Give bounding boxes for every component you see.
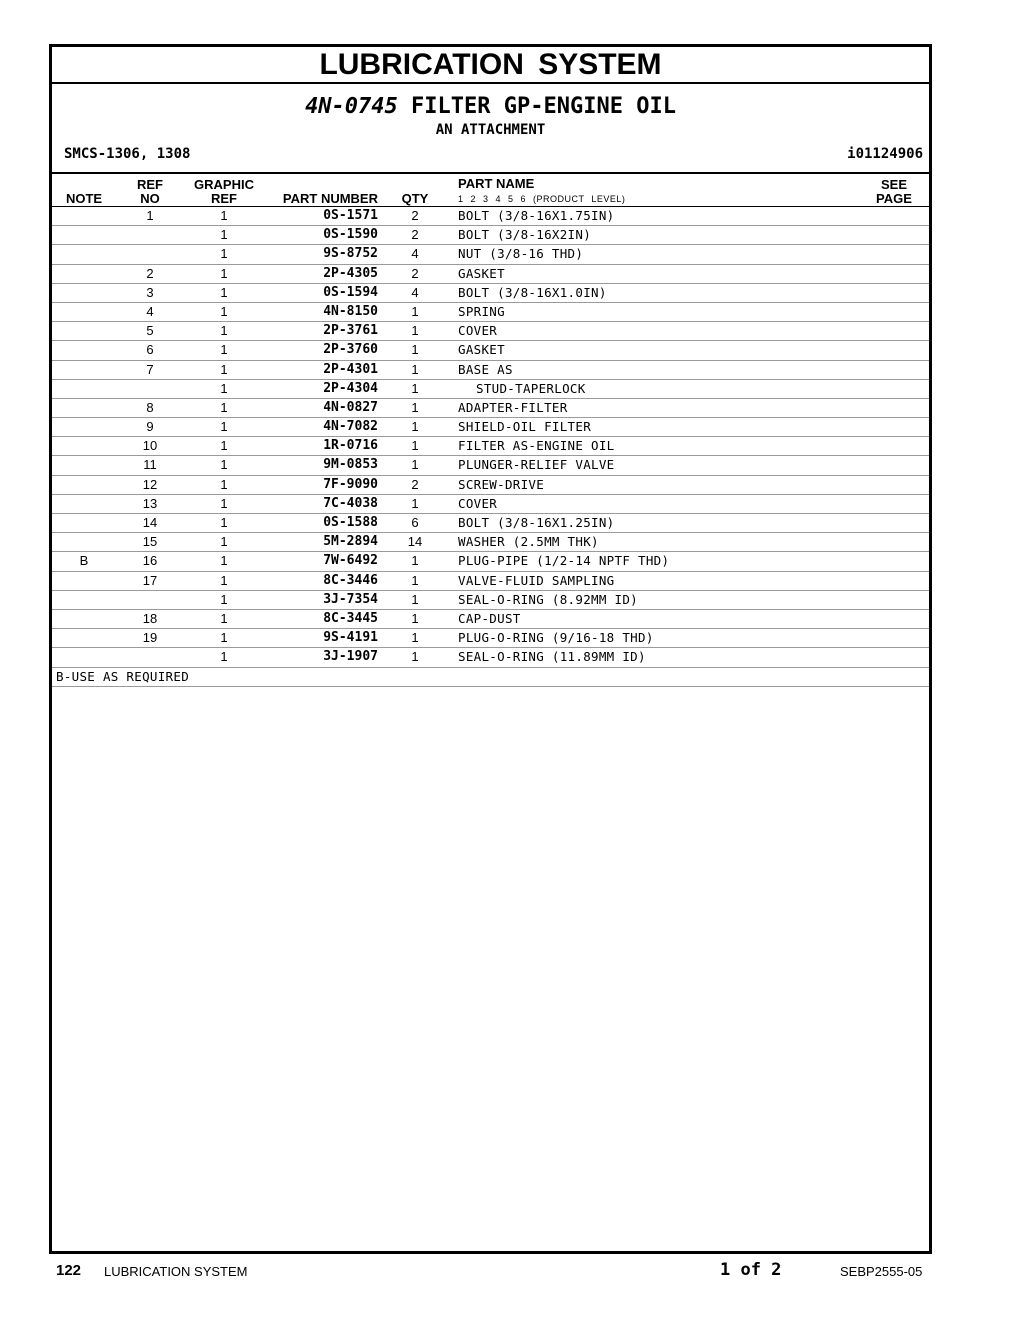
col-ref-top: REF (137, 177, 163, 192)
row-qty: 2 (411, 265, 419, 281)
row-qty: 1 (411, 610, 419, 626)
row-part-number: 9S-4191 (323, 630, 378, 646)
row-qty: 1 (411, 591, 419, 607)
table-row (52, 322, 929, 341)
row-part-number: 2P-4301 (323, 361, 378, 377)
row-ref-no: 11 (143, 457, 157, 473)
row-part-number: 2P-3760 (323, 342, 378, 358)
row-graphic-ref: 1 (220, 476, 228, 492)
row-part-number: 2P-4304 (323, 380, 378, 396)
column-header (52, 174, 929, 207)
row-part-name: STUD-TAPERLOCK (476, 380, 586, 396)
col-see-top: SEE (880, 177, 907, 192)
row-note: B (79, 553, 89, 569)
row-part-number: 4N-8150 (323, 303, 378, 319)
col-ref-bottom: NO (140, 191, 160, 206)
table-row (52, 629, 929, 648)
row-graphic-ref: 1 (220, 457, 228, 473)
table-row (52, 245, 929, 264)
row-part-name: ADAPTER-FILTER (458, 399, 568, 415)
row-part-name: GASKET (458, 265, 505, 281)
group-subtitle: AN ATTACHMENT (435, 122, 546, 138)
table-row (52, 552, 929, 571)
page-footer (0, 1260, 1020, 1284)
row-ref-no: 6 (146, 342, 154, 358)
row-part-name: CAP-DUST (458, 610, 521, 626)
row-graphic-ref: 1 (220, 284, 228, 300)
col-graphic-top: GRAPHIC (194, 177, 254, 192)
row-graphic-ref: 1 (220, 610, 228, 626)
row-ref-no: 17 (142, 572, 158, 588)
row-part-number: 9M-0853 (323, 457, 378, 473)
row-part-number: 4N-7082 (323, 419, 378, 435)
row-part-number: 0S-1571 (323, 208, 378, 223)
row-ref-no: 13 (142, 495, 158, 511)
row-part-name: WASHER (2.5MM THK) (458, 534, 599, 550)
row-part-number: 7F-9090 (323, 476, 378, 492)
row-part-name: BOLT (3/8-16X1.0IN) (458, 284, 607, 300)
parts-list (52, 207, 929, 668)
row-ref-no: 8 (146, 399, 154, 415)
row-graphic-ref: 1 (220, 246, 228, 262)
row-ref-no: 7 (146, 361, 154, 377)
row-qty: 1 (411, 342, 419, 358)
table-row (52, 476, 929, 495)
row-part-name: COVER (458, 323, 498, 339)
col-see-bottom: PAGE (876, 191, 912, 206)
section-title: LUBRICATION SYSTEM (52, 47, 929, 84)
row-graphic-ref: 1 (220, 323, 228, 339)
row-graphic-ref: 1 (220, 303, 228, 319)
group-header (52, 84, 929, 174)
table-row (52, 610, 929, 629)
row-part-number: 4N-0827 (323, 399, 378, 415)
row-qty: 2 (411, 208, 419, 223)
table-row (52, 648, 929, 667)
row-ref-no: 12 (142, 476, 158, 492)
row-part-number: 3J-7354 (323, 591, 378, 607)
row-ref-no: 2 (146, 265, 154, 281)
row-qty: 1 (411, 303, 419, 319)
table-row (52, 265, 929, 284)
table-row (52, 456, 929, 475)
row-part-number: 7C-4038 (323, 495, 378, 511)
row-ref-no: 9 (146, 419, 154, 435)
row-part-name: BOLT (3/8-16X1.75IN) (458, 208, 615, 223)
table-row (52, 380, 929, 399)
row-ref-no: 5 (146, 323, 154, 339)
table-row (52, 591, 929, 610)
row-qty: 1 (411, 380, 419, 396)
row-part-name: SPRING (458, 303, 505, 319)
row-part-name: BOLT (3/8-16X1.25IN) (458, 515, 615, 530)
table-row (52, 303, 929, 322)
table-row (52, 361, 929, 380)
row-qty: 1 (411, 361, 419, 377)
group-title (52, 94, 929, 120)
row-part-name: NUT (3/8-16 THD) (458, 246, 584, 262)
row-graphic-ref: 1 (220, 534, 228, 550)
footer-section: LUBRICATION SYSTEM (104, 1264, 248, 1279)
row-graphic-ref: 1 (220, 380, 228, 396)
row-graphic-ref: 1 (220, 438, 228, 454)
table-row (52, 437, 929, 456)
table-row (52, 284, 929, 303)
row-ref-no: 3 (146, 284, 154, 300)
row-graphic-ref: 1 (220, 361, 228, 377)
group-name: FILTER GP-ENGINE OIL (411, 94, 676, 119)
col-qty: QTY (401, 191, 429, 206)
row-part-number: 5M-2894 (323, 534, 378, 550)
row-part-number: 9S-8752 (323, 246, 378, 262)
row-part-number: 8C-3445 (323, 610, 378, 626)
table-row (52, 341, 929, 360)
row-ref-no: 15 (142, 534, 158, 550)
row-graphic-ref: 1 (220, 342, 228, 358)
row-qty: 1 (411, 572, 419, 588)
col-part-name: PART NAME (458, 176, 535, 191)
smcs-code: SMCS-1306, 1308 (64, 146, 191, 162)
row-qty: 4 (411, 246, 419, 262)
row-ref-no: 16 (142, 553, 158, 569)
row-graphic-ref: 1 (220, 399, 228, 415)
row-graphic-ref: 1 (220, 495, 228, 511)
row-part-name: PLUNGER-RELIEF VALVE (458, 457, 615, 473)
row-part-name: COVER (458, 495, 498, 511)
table-row (52, 495, 929, 514)
row-qty: 2 (411, 476, 419, 492)
row-part-number: 0S-1594 (323, 284, 378, 300)
table-row (52, 514, 929, 533)
document-frame (49, 44, 932, 1254)
row-ref-no: 4 (146, 303, 154, 319)
document-id: SEBP2555-05 (840, 1264, 923, 1279)
row-qty: 4 (411, 284, 419, 300)
row-qty: 1 (411, 495, 419, 511)
row-part-name: SHIELD-OIL FILTER (458, 419, 592, 435)
row-graphic-ref: 1 (220, 572, 228, 588)
illustration-id: i01124906 (847, 146, 923, 162)
row-part-name: PLUG-PIPE (1/2-14 NPTF THD) (458, 553, 670, 569)
row-qty: 1 (411, 553, 419, 569)
table-row (52, 533, 929, 552)
row-part-number: 2P-3761 (323, 323, 378, 339)
row-part-name: PLUG-O-RING (9/16-18 THD) (458, 630, 654, 646)
row-qty: 14 (407, 534, 423, 550)
row-qty: 1 (411, 630, 419, 646)
row-graphic-ref: 1 (220, 227, 228, 243)
row-ref-no: 10 (142, 438, 158, 454)
group-part-number: 4N-0745 (305, 94, 398, 119)
page-of: 1 of 2 (720, 1260, 782, 1280)
row-ref-no: 1 (146, 208, 154, 223)
row-qty: 1 (411, 649, 419, 665)
row-qty: 6 (411, 515, 419, 530)
col-part-number: PART NUMBER (282, 191, 378, 206)
row-part-name: SCREW-DRIVE (458, 476, 545, 492)
row-qty: 1 (411, 323, 419, 339)
row-graphic-ref: 1 (220, 630, 228, 646)
row-qty: 1 (411, 457, 419, 473)
table-row (52, 226, 929, 245)
row-qty: 1 (411, 438, 419, 454)
row-qty: 1 (411, 419, 419, 435)
row-qty: 2 (411, 227, 419, 243)
footnote: B-USE AS REQUIRED (52, 668, 929, 687)
row-ref-no: 18 (142, 610, 158, 626)
row-graphic-ref: 1 (220, 208, 228, 223)
row-part-name: SEAL-O-RING (11.89MM ID) (458, 649, 646, 665)
row-graphic-ref: 1 (220, 649, 228, 665)
row-ref-no: 19 (142, 630, 158, 646)
row-part-name: GASKET (458, 342, 505, 358)
row-qty: 1 (411, 399, 419, 415)
row-part-name: SEAL-O-RING (8.92MM ID) (458, 591, 638, 607)
row-graphic-ref: 1 (220, 265, 228, 281)
col-note: NOTE (65, 191, 103, 206)
row-part-number: 8C-3446 (323, 572, 378, 588)
row-part-name: BASE AS (458, 361, 513, 377)
col-graphic-bottom: REF (211, 191, 237, 206)
row-part-name: FILTER AS-ENGINE OIL (458, 438, 615, 454)
page-number: 122 (56, 1262, 82, 1279)
row-part-name: BOLT (3/8-16X2IN) (458, 227, 592, 243)
col-product-level: 1 2 3 4 5 6 (PRODUCT LEVEL) (458, 194, 626, 204)
row-graphic-ref: 1 (220, 591, 228, 607)
row-part-number: 1R-0716 (323, 438, 378, 454)
table-row (52, 572, 929, 591)
row-part-number: 0S-1590 (323, 227, 378, 243)
table-row (52, 399, 929, 418)
row-part-number: 3J-1907 (323, 649, 378, 665)
table-row (52, 207, 929, 226)
row-part-number: 7W-6492 (323, 553, 378, 569)
row-part-name: VALVE-FLUID SAMPLING (458, 572, 615, 588)
row-part-number: 2P-4305 (323, 265, 378, 281)
table-row (52, 418, 929, 437)
row-graphic-ref: 1 (220, 419, 228, 435)
row-graphic-ref: 1 (220, 515, 228, 530)
row-ref-no: 14 (142, 515, 158, 530)
row-part-number: 0S-1588 (323, 515, 378, 530)
row-graphic-ref: 1 (220, 553, 228, 569)
